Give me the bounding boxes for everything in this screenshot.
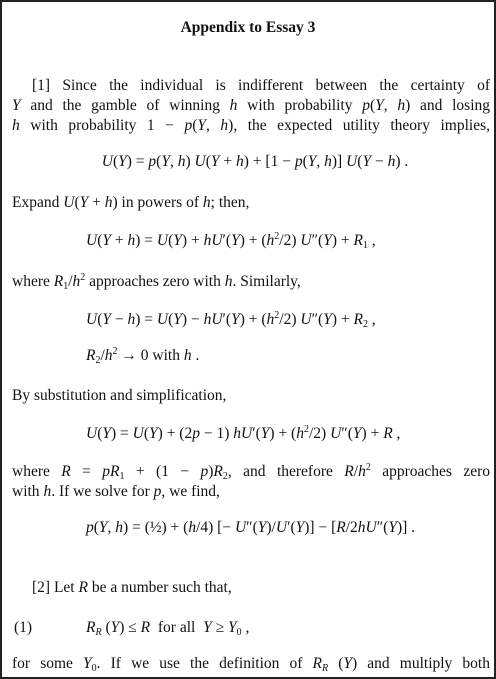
text-line-3: h with probability 1 − p(Y, h), the expected utility theory implies, [12, 117, 490, 134]
text-line-solve: with h. If we solve for p, we find, [12, 483, 220, 500]
text-line-final: for some $Y_0$. If we use the definition of $R_R$ (Y) and multiply both [12, 655, 490, 674]
equation-simplified: U(Y) = U(Y) + (2p − 1) $hU'(Y) + (h^2/2) U''(Y) + R$ , [86, 424, 401, 442]
text-line-2: Y and the gamble of winning h with probability p(Y, h) and losing [12, 97, 491, 114]
equation-expected-utility: U(Y) = p(Y, h) U(Y + h) + [1 − p(Y, h)] U(Y − h) . [101, 153, 409, 170]
text-line-where-r: where $R = pR_1 + (1 - p)R_2$, and therefore $R/h^2$ approaches zero [12, 462, 490, 482]
text-line-1: [1] Since the individual is indifferent between the certainty of [32, 77, 490, 94]
equation-p-solution: p(Y, h) = (½) + (h/4) [− U″(Y)/U′(Y)] − [R/2hU″(Y)] . [86, 519, 416, 536]
text-line-substitution: By substitution and simplification, [12, 387, 227, 404]
page-title: Appendix to Essay 3 [180, 19, 316, 36]
equation-taylor-plus: $U(Y + h) = U(Y) + hU'(Y) + (h^2/2) U''(Y) + R_1$ , [86, 231, 376, 251]
equation-r2-limit: $R_2/h^2 \to 0$ with h . [86, 346, 200, 366]
text-line-expand: Expand U(Y + h) in powers of h; then, [12, 194, 250, 211]
equation-bound: $R_R$ (Y) ≤ R for all $Y \ge Y_0$ , [86, 619, 250, 638]
equation-taylor-minus: $U(Y - h) = U(Y) - hU'(Y) + (h^2/2) U''(Y) + R_2$ , [86, 310, 376, 330]
equation-number: (1) [14, 619, 33, 636]
text-line-para2: [2] Let R be a number such that, [32, 579, 232, 596]
text-line-where-r1: where $R_1/h^2$ approaches zero with h. Similarly, [12, 272, 301, 292]
